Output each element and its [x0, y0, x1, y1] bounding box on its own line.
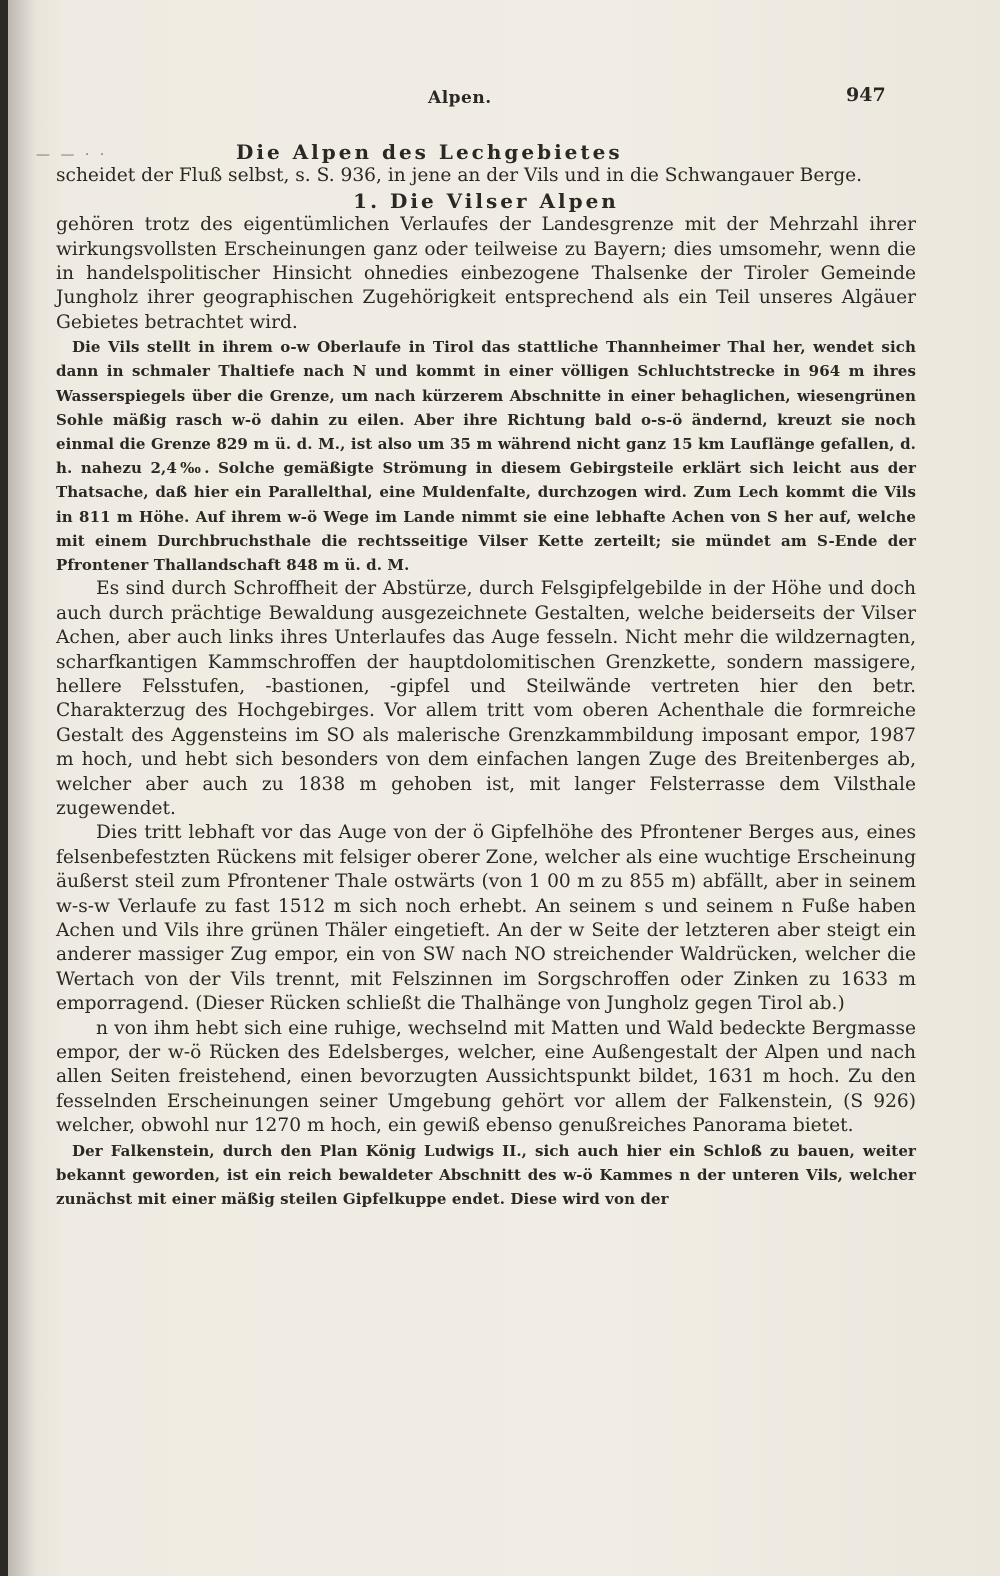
paragraph: n von ihm hebt sich eine ruhige, wechselnd mit Matten und Wald bedeckte Bergmasse empor, der w-ö Rücken des Edelsberges, welcher, eine Außengestalt der Alpen und nach allen Seiten freistehend, einen bevorzugten Aussichtspunkt bildet, 1631 m hoch. Zu den fesselnden Erscheinungen seiner Umgebung gehört vor allem der Falkenstein, (S 926) welcher, obwohl nur 1270 m hoch, ein gewiß ebenso genußreiches Panorama bietet. — [56, 1017, 916, 1137]
page-gutter-shadow — [8, 0, 36, 1576]
faded-marks: — — · · — [36, 147, 108, 163]
book-page — [8, 0, 1000, 1576]
paragraph: Es sind durch Schroffheit der Abstürze, durch Felsgipfelgebilde in der Höhe und doch auch durch prächtige Bewaldung ausgezeichnete Gestalten, welche beiderseits der Vilser Achen, aber auch links ihres Unterlaufes das Auge fesseln. Nicht mehr die wildzernagten, scharfkantigen Kammschroffen der hauptdolomitischen Grenzkette, sondern massigere, hellere Felsstufen, -bastionen, -gipfel und Steilwände vertreten hier den betr. Charakterzug des Hochgebirges. Vor allem tritt vom oberen Achenthale die formreiche Gestalt des Aggensteins im SO als malerische Grenzkammbildung imposant empor, 1987 m hoch, und hebt sich besonders von dem einfachen langen Zuge des Breitenberges ab, welcher aber auch zu 1838 m gehoben ist, mit langer Felsterrasse dem Vilsthale zugewendet. — [56, 578, 916, 819]
main-text — [56, 140, 916, 1211]
subsection-heading: 1. Die Vilser Alpen — [353, 188, 619, 213]
small-print-paragraph: Der Falkenstein, durch den Plan König Ludwigs II., sich auch hier ein Schloß zu bauen, weiter bekannt geworden, ist ein reich bewaldeter Abschnitt des w-ö Kammes n der unteren Vils, welcher zunächst mit einer mäßig steilen Gipfelkuppe endet. Diese wird von der — [56, 1141, 916, 1209]
page-number: 947 — [846, 84, 886, 106]
intro-paragraph: scheidet der Fluß selbst, s. S. 936, in jene an der Vils und in die Schwangauer Berge. — [56, 165, 863, 187]
small-print-paragraph: Die Vils stellt in ihrem o-w Oberlaufe in Tirol das stattliche Thannheimer Thal her, wendet sich dann in schmaler Thaltiefe nach N und kommt in einer völligen Schluchtstrecke in 964 m ihres Wasserspiegels über die Grenze, um nach kürzerem Abschnitte in einer behaglichen, wiesengrünen Sohle mäßig rasch w-ö dahin zu eilen. Aber ihre Richtung bald o-s-ö ändernd, kreuzt sie noch einmal die Grenze 829 m ü. d. M., ist also um 35 m während nicht ganz 15 km Lauflänge gefallen, d. h. nahezu 2,4‰. Solche gemäßigte Strömung in diesem Gebirgsteile erklärt sich leicht aus der Thatsache, daß hier ein Parallelthal, eine Muldenfalte, durchzogen wird. Zum Lech kommt die Vils in 811 m Höhe. Auf ihrem w-ö Wege im Lande nimmt sie eine lebhafte Achen von S her auf, welche mit einem Durchbruchsthale die rechtsseitige Vilser Kette zerteilt; sie mündet am S-Ende der Pfrontener Thallandschaft 848 m ü. d. M. — [56, 338, 916, 575]
paragraph: Dies tritt lebhaft vor das Auge von der ö Gipfelhöhe des Pfrontener Berges aus, eines felsenbefestzten Rückens mit felsiger oberer Zone, welcher als eine wuchtige Erscheinung äußerst steil zum Pfrontener Thale ostwärts (von 1 00 m zu 855 m) abfällt, aber in seinem w-s-w Verlaufe zu fast 1512 m sich noch erhebt. An seinem s und seinem n Fuße haben Achen und Vils ihre grünen Thäler eingetieft. An der w Seite der letzteren aber steigt ein anderer massiger Zug empor, ein von SW nach NO streichender Waldrücken, welcher die Wertach von der Vils trennt, mit Felszinnen im Sorgschroffen oder Zinken zu 1633 m emporragend. (Dieser Rücken schließt die Thalhänge von Jungholz gegen Tirol ab.) — [56, 822, 916, 1015]
paragraph: gehören trotz des eigentümlichen Verlaufes der Landesgrenze mit der Mehrzahl ihrer wirkungsvollsten Erscheinungen ganz oder teilweise zu Bayern; dies umsomehr, wenn die in handelspolitischer Hinsicht ohnedies einbezogene Thalsenke der Tiroler Gemeinde Jungholz ihrer geographischen Zugehörigkeit entsprechend als ein Teil unseres Algäuer Gebietes betrachtet wird. — [56, 214, 916, 333]
page-header — [8, 84, 1000, 114]
running-title: Alpen. — [428, 88, 492, 108]
section-heading: Die Alpen des Lechgebietes — [236, 140, 623, 164]
